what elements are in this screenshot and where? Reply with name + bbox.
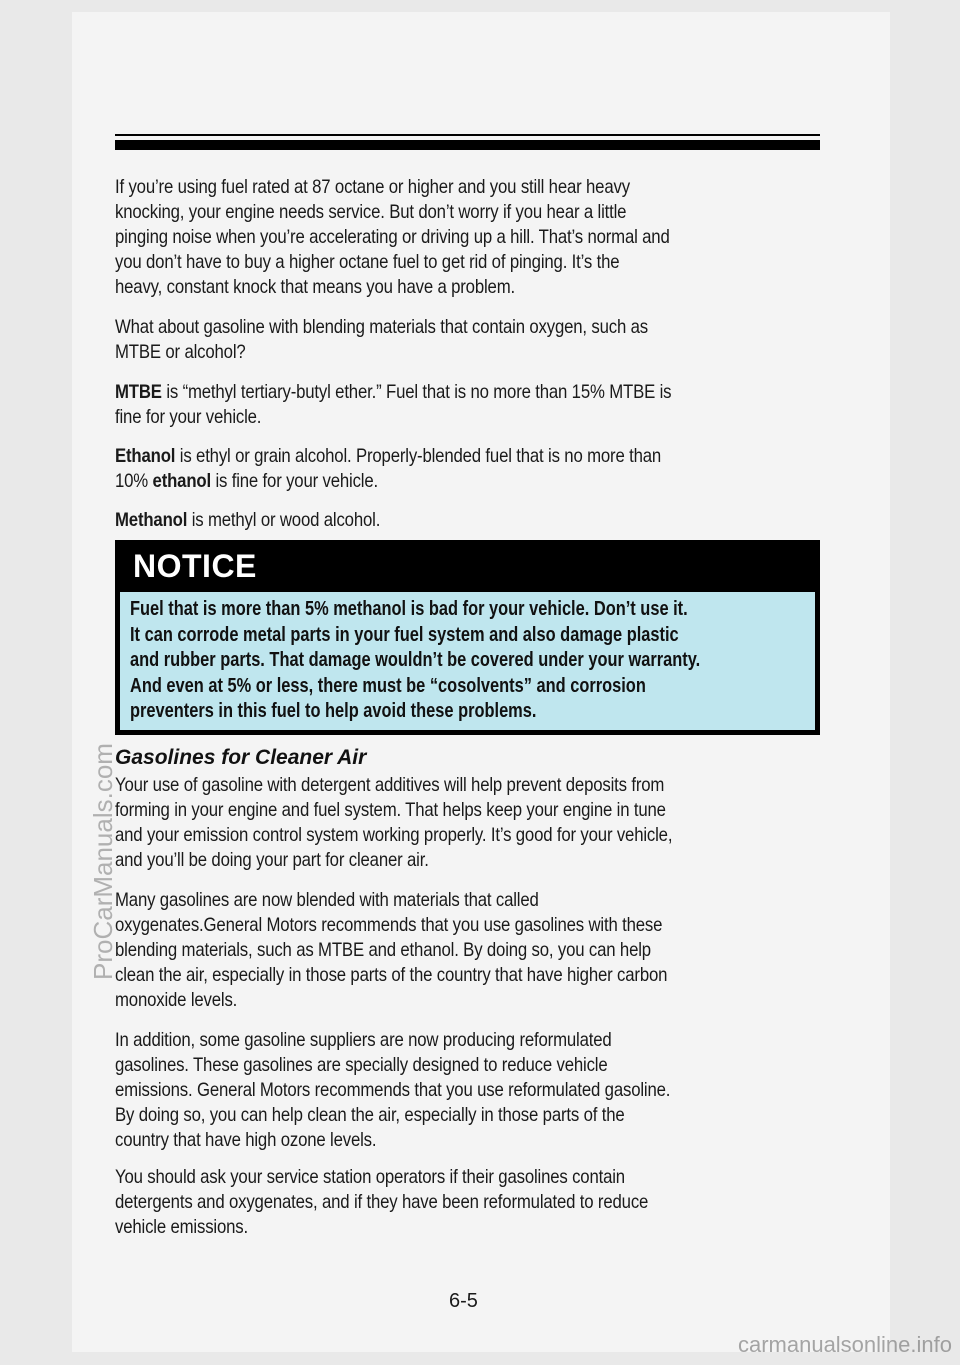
text-line: If you’re using fuel rated at 87 octane or higher and you still hear heavy: [115, 176, 630, 198]
top-rule-thin: [115, 134, 820, 136]
text-line: and you’ll be doing your part for cleaner air.: [115, 849, 429, 871]
text-line: [115, 444, 825, 469]
text-line: You should ask your service station operators if their gasolines contain: [115, 1166, 625, 1188]
text-line: What about gasoline with blending materials that contain oxygen, such as: [115, 316, 648, 338]
notice-body: [120, 592, 815, 730]
text-line: pinging noise when you’re accelerating or driving up a hill. That’s normal and: [115, 226, 670, 248]
text-span: is ethyl or grain alcohol. Properly-blended fuel that is no more than: [175, 445, 662, 467]
notice-text: [130, 597, 811, 725]
notice-line: Fuel that is more than 5% methanol is bad for your vehicle. Don’t use it.: [130, 598, 688, 620]
text-line: clean the air, especially in those parts of the country that have higher carbon: [115, 964, 668, 986]
text-line: blending materials, such as MTBE and ethanol. By doing so, you can help: [115, 939, 651, 961]
text-span: is methyl or wood alcohol.: [187, 509, 381, 531]
text-line: Your use of gasoline with detergent additives will help prevent deposits from: [115, 774, 665, 796]
text-line: forming in your engine and fuel system. That helps keep your engine in tune: [115, 799, 666, 821]
paragraph-knocking: [115, 175, 825, 300]
text-line: country that have high ozone levels.: [115, 1129, 377, 1151]
paragraph-oxygenates: [115, 888, 825, 1013]
text-line: [115, 469, 825, 494]
notice-box: [115, 540, 820, 735]
notice-title: NOTICE: [133, 548, 257, 584]
term-ethanol-inline: ethanol: [152, 470, 211, 492]
text-line: vehicle emissions.: [115, 1216, 248, 1238]
text-line: MTBE or alcohol?: [115, 341, 246, 363]
text-line: oxygenates.General Motors recommends that you use gasolines with these: [115, 914, 663, 936]
text-line: [115, 380, 825, 405]
notice-line: preventers in this fuel to help avoid these problems.: [130, 700, 537, 722]
text-span: is “methyl tertiary-butyl ether.” Fuel that is no more than 15% MTBE is: [161, 381, 672, 403]
paragraph-oxygen-question: [115, 315, 825, 365]
notice-line: and rubber parts. That damage wouldn’t be covered under your warranty.: [130, 649, 701, 671]
text-line: you don’t have to buy a higher octane fuel to get rid of pinging. It’s the: [115, 251, 620, 273]
text-line: Many gasolines are now blended with materials that called: [115, 889, 539, 911]
notice-line: And even at 5% or less, there must be “cosolvents” and corrosion: [130, 674, 646, 697]
section-heading: Gasolines for Cleaner Air: [115, 746, 367, 769]
notice-line: It can corrode metal parts in your fuel system and also damage plastic: [130, 623, 679, 646]
term-mtbe: MTBE: [115, 381, 162, 403]
paragraph-ask-station: [115, 1165, 825, 1240]
text-line: In addition, some gasoline suppliers are now producing reformulated: [115, 1029, 612, 1051]
text-span: is fine for your vehicle.: [210, 470, 378, 492]
paragraph-ethanol: [115, 444, 825, 494]
paragraph-detergent: [115, 773, 825, 873]
paragraph-reformulated: [115, 1028, 825, 1153]
text-line: and your emission control system working properly. It’s good for your vehicle,: [115, 824, 673, 846]
text-line: knocking, your engine needs service. But don’t worry if you hear a little: [115, 201, 627, 223]
text-line: gasolines. These gasolines are specially designed to reduce vehicle: [115, 1054, 608, 1076]
term-methanol: Methanol: [115, 509, 188, 531]
text-line: By doing so, you can help clean the air, especially in those parts of the: [115, 1104, 625, 1126]
text-line: monoxide levels.: [115, 989, 238, 1011]
text-line: heavy, constant knock that means you have a problem.: [115, 276, 515, 298]
page-number: 6-5: [449, 1290, 478, 1312]
term-ethanol: Ethanol: [115, 445, 176, 467]
text-line: [115, 508, 825, 533]
text-line: emissions. General Motors recommends that you use reformulated gasoline.: [115, 1079, 671, 1101]
paragraph-mtbe: [115, 380, 825, 430]
watermark-side: ProCarManuals.com: [88, 743, 118, 980]
paragraph-methanol: [115, 508, 825, 533]
text-span: 10%: [115, 470, 153, 492]
top-rule: [115, 140, 820, 150]
watermark-bottom: carmanualsonline.info: [737, 1332, 952, 1357]
text-line: fine for your vehicle.: [115, 406, 262, 428]
text-line: detergents and oxygenates, and if they have been reformulated to reduce: [115, 1191, 649, 1213]
